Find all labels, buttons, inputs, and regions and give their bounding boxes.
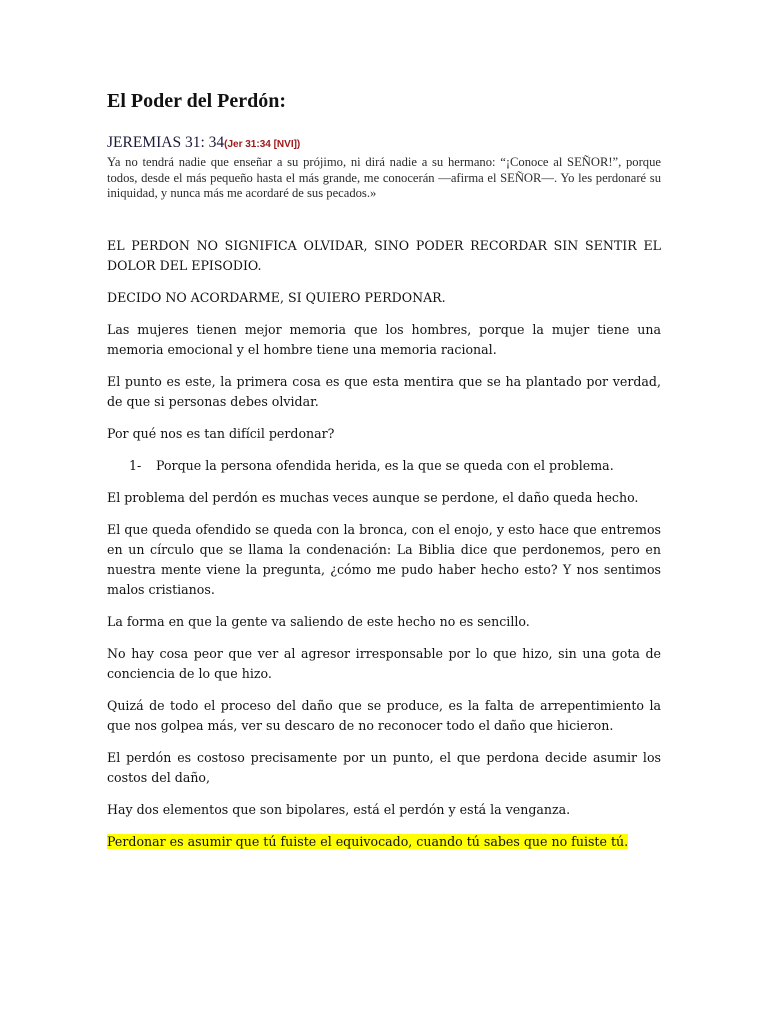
list-number: 1-	[129, 457, 142, 473]
verse-text: Ya no tendrá nadie que enseñar a su prójimo, ni dirá nadie a su hermano: “¡Conoce al SEÑOR!”, porque todos, desde el más pequeño hasta el más grande, me conocerán —afirma el SEÑOR—. Yo les perdonaré su iniquidad, y nunca más me acordaré de sus pecados.»	[107, 155, 661, 200]
verse-reference-text: JEREMIAS 31: 34	[107, 134, 225, 151]
highlighted-text: Perdonar es asumir que tú fuiste el equivocado, cuando tú sabes que no fuiste tú.	[107, 833, 629, 849]
numbered-list-item	[129, 456, 661, 476]
document-page	[107, 88, 661, 864]
paragraph: El perdón es costoso precisamente por un punto, el que perdona decide asumir los costos del daño,	[107, 749, 661, 785]
paragraph: Quizá de todo el proceso del daño que se produce, es la falta de arrepentimiento la que nos golpea más, ver su descaro de no reconocer todo el daño que hicieron.	[107, 697, 661, 733]
paragraph: El que queda ofendido se queda con la bronca, con el enojo, y esto hace que entremos en un círculo que se llama la condenación: La Biblia dice que perdonemos, pero en nuestra mente viene la pregunta, ¿cómo me pudo haber hecho esto? Y nos sentimos malos cristianos.	[107, 521, 661, 597]
paragraph: El punto es este, la primera cosa es que esta mentira que se ha plantado por verdad, de que si personas debes olvidar.	[107, 373, 661, 409]
list-item-text: Porque la persona ofendida herida, es la que se queda con el problema.	[156, 457, 614, 473]
paragraph: Hay dos elementos que son bipolares, está el perdón y está la venganza.	[107, 801, 571, 817]
paragraph: La forma en que la gente va saliendo de este hecho no es sencillo.	[107, 613, 530, 629]
highlighted-paragraph	[107, 832, 661, 852]
paragraph: Las mujeres tienen mejor memoria que los hombres, porque la mujer tiene una memoria emocional y el hombre tiene una memoria racional.	[107, 321, 661, 357]
paragraph: DECIDO NO ACORDARME, SI QUIERO PERDONAR.	[107, 289, 446, 305]
paragraph: Por qué nos es tan difícil perdonar?	[107, 425, 335, 441]
paragraph: EL PERDON NO SIGNIFICA OLVIDAR, SINO PODER RECORDAR SIN SENTIR EL DOLOR DEL EPISODIO.	[107, 237, 661, 273]
document-title: El Poder del Perdón:	[107, 90, 287, 112]
verse-citation-link[interactable]: (Jer 31:34 [NVI])	[224, 139, 301, 150]
paragraph: No hay cosa peor que ver al agresor irresponsable por lo que hizo, sin una gota de conciencia de lo que hizo.	[107, 645, 661, 681]
paragraph: El problema del perdón es muchas veces aunque se perdone, el daño queda hecho.	[107, 489, 639, 505]
verse-reference	[107, 134, 661, 154]
